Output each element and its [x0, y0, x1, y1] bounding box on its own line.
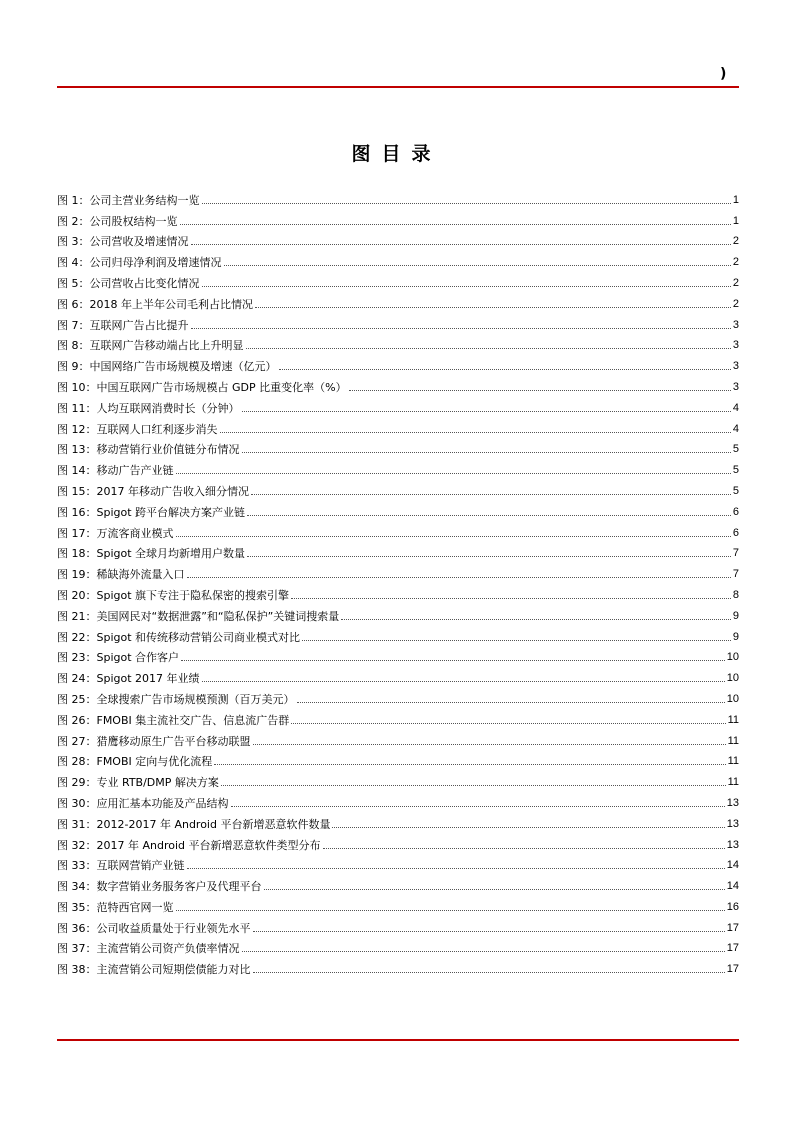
toc-entry-page: 17	[726, 942, 739, 955]
toc-entry[interactable]	[57, 477, 739, 498]
toc-entry-label: 图 3：公司营收及增速情况	[57, 235, 189, 249]
toc-entry[interactable]	[57, 706, 739, 727]
toc-entry-page: 10	[726, 672, 739, 685]
toc-dot-leader	[242, 411, 731, 412]
toc-entry-label: 图 24：Spigot 2017 年业绩	[57, 672, 200, 686]
toc-entry-page: 2	[732, 297, 739, 310]
toc-entry-label: 图 6：2018 年上半年公司毛利占比情况	[57, 297, 253, 311]
toc-entry[interactable]	[57, 935, 739, 956]
toc-entry-page: 8	[732, 588, 739, 601]
toc-dot-leader	[323, 848, 725, 849]
toc-entry[interactable]	[57, 955, 739, 976]
toc-entry[interactable]	[57, 415, 739, 436]
toc-dot-leader	[181, 660, 725, 661]
toc-entry-page: 4	[732, 401, 739, 414]
toc-entry-label: 图 11：人均互联网消费时长（分钟）	[57, 401, 240, 415]
toc-entry[interactable]	[57, 914, 739, 935]
toc-entry[interactable]	[57, 394, 739, 415]
toc-entry-page: 2	[732, 256, 739, 269]
toc-dot-leader	[202, 203, 731, 204]
toc-entry-page: 3	[732, 360, 739, 373]
toc-entry[interactable]	[57, 248, 739, 269]
header-corner-mark: )	[720, 66, 727, 82]
toc-entry[interactable]	[57, 831, 739, 852]
toc-dot-leader	[202, 681, 725, 682]
toc-dot-leader	[187, 577, 731, 578]
toc-dot-leader	[247, 515, 731, 516]
toc-entry-page: 13	[726, 838, 739, 851]
toc-entry[interactable]	[57, 810, 739, 831]
toc-entry-page: 13	[726, 817, 739, 830]
toc-entry-label: 图 38：主流营销公司短期偿债能力对比	[57, 963, 251, 977]
toc-entry-label: 图 9：中国网络广告市场规模及增速（亿元）	[57, 360, 277, 374]
toc-entry[interactable]	[57, 519, 739, 540]
toc-entry-page: 11	[727, 713, 739, 726]
toc-entry-page: 3	[732, 339, 739, 352]
toc-dot-leader	[242, 951, 725, 952]
toc-entry-label: 图 12：互联网人口红利逐步消失	[57, 422, 218, 436]
toc-entry-label: 图 10：中国互联网广告市场规模占 GDP 比重变化率（%）	[57, 380, 347, 394]
toc-dot-leader	[246, 348, 731, 349]
toc-entry[interactable]	[57, 852, 739, 873]
toc-entry[interactable]	[57, 290, 739, 311]
toc-dot-leader	[242, 452, 731, 453]
toc-dot-leader	[214, 764, 725, 765]
toc-dot-leader	[191, 244, 731, 245]
toc-dot-leader	[231, 806, 725, 807]
toc-dot-leader	[264, 889, 725, 890]
toc-entry[interactable]	[57, 623, 739, 644]
toc-entry[interactable]	[57, 560, 739, 581]
toc-entry[interactable]	[57, 332, 739, 353]
toc-entry[interactable]	[57, 581, 739, 602]
toc-entry[interactable]	[57, 540, 739, 561]
toc-entry-label: 图 32：2017 年 Android 平台新增恶意软件类型分布	[57, 838, 321, 852]
toc-entry-page: 1	[732, 193, 739, 206]
toc-entry-label: 图 20：Spigot 旗下专注于隐私保密的搜索引擎	[57, 588, 290, 602]
toc-dot-leader	[302, 640, 731, 641]
toc-dot-leader	[341, 619, 731, 620]
toc-entry[interactable]	[57, 893, 739, 914]
toc-entry-page: 6	[732, 526, 739, 539]
toc-entry-label: 图 36：公司收益质量处于行业领先水平	[57, 921, 251, 935]
toc-entry-label: 图 27：猎鹰移动原生广告平台移动联盟	[57, 734, 251, 748]
toc-entry-page: 13	[726, 796, 739, 809]
toc-entry[interactable]	[57, 186, 739, 207]
toc-entry[interactable]	[57, 872, 739, 893]
toc-entry-label: 图 2：公司股权结构一览	[57, 214, 178, 228]
toc-entry[interactable]	[57, 644, 739, 665]
toc-entry-label: 图 28：FMOBI 定向与优化流程	[57, 755, 213, 769]
toc-entry-label: 图 4：公司归母净利润及增速情况	[57, 256, 222, 270]
toc-entry[interactable]	[57, 498, 739, 519]
toc-entry-page: 5	[732, 443, 739, 456]
toc-entry-label: 图 31：2012-2017 年 Android 平台新增恶意软件数量	[57, 817, 331, 831]
toc-entry[interactable]	[57, 207, 739, 228]
toc-entry[interactable]	[57, 602, 739, 623]
toc-entry-page: 11	[727, 734, 739, 747]
toc-entry-page: 2	[732, 235, 739, 248]
toc-entry-label: 图 35：范特西官网一览	[57, 900, 174, 914]
toc-dot-leader	[291, 723, 725, 724]
toc-entry-page: 16	[726, 900, 739, 913]
toc-entry-page: 17	[726, 921, 739, 934]
toc-dot-leader	[187, 868, 725, 869]
toc-entry[interactable]	[57, 768, 739, 789]
toc-entry-label: 图 19：稀缺海外流量入口	[57, 568, 185, 582]
toc-entry-page: 5	[732, 484, 739, 497]
toc-entry-label: 图 25：全球搜索广告市场规模预测（百万美元）	[57, 692, 295, 706]
toc-dot-leader	[176, 473, 731, 474]
toc-entry-page: 7	[732, 547, 739, 560]
toc-entry[interactable]	[57, 311, 739, 332]
toc-entry[interactable]	[57, 748, 739, 769]
toc-entry-label: 图 1：公司主营业务结构一览	[57, 193, 200, 207]
toc-entry-page: 7	[732, 568, 739, 581]
toc-entry-label: 图 13：移动营销行业价值链分布情况	[57, 443, 240, 457]
footer-rule	[57, 1039, 739, 1041]
toc-dot-leader	[279, 369, 731, 370]
toc-dot-leader	[297, 702, 725, 703]
toc-dot-leader	[220, 432, 731, 433]
toc-dot-leader	[253, 744, 726, 745]
toc-entry-page: 2	[732, 276, 739, 289]
toc-list	[57, 186, 739, 976]
toc-dot-leader	[191, 328, 731, 329]
toc-entry-page: 9	[732, 609, 739, 622]
toc-dot-leader	[251, 494, 731, 495]
toc-entry-page: 3	[732, 380, 739, 393]
toc-dot-leader	[253, 972, 725, 973]
toc-entry-label: 图 16：Spigot 跨平台解决方案产业链	[57, 505, 246, 519]
toc-entry-page: 11	[727, 755, 739, 768]
toc-entry-page: 3	[732, 318, 739, 331]
toc-entry-label: 图 8：互联网广告移动端占比上升明显	[57, 339, 244, 353]
toc-entry-page: 5	[732, 464, 739, 477]
toc-entry[interactable]	[57, 727, 739, 748]
toc-entry-label: 图 21：美国网民对“数据泄露”和“隐私保护”关键词搜索量	[57, 609, 340, 623]
page-title: 图目录	[351, 143, 442, 165]
toc-entry-label: 图 5：公司营收占比变化情况	[57, 276, 200, 290]
toc-dot-leader	[255, 307, 731, 308]
toc-entry-label: 图 17：万流客商业模式	[57, 526, 174, 540]
toc-dot-leader	[247, 556, 731, 557]
toc-entry[interactable]	[57, 269, 739, 290]
toc-entry[interactable]	[57, 436, 739, 457]
toc-dot-leader	[224, 265, 731, 266]
toc-entry[interactable]	[57, 228, 739, 249]
toc-dot-leader	[291, 598, 731, 599]
toc-dot-leader	[176, 910, 725, 911]
header-rule	[57, 86, 739, 88]
toc-entry-label: 图 22：Spigot 和传统移动营销公司商业模式对比	[57, 630, 301, 644]
toc-entry-page: 1	[732, 214, 739, 227]
toc-entry-label: 图 37：主流营销公司资产负债率情况	[57, 942, 240, 956]
toc-entry-page: 14	[726, 859, 739, 872]
toc-entry[interactable]	[57, 456, 739, 477]
toc-entry-label: 图 14：移动广告产业链	[57, 464, 174, 478]
toc-dot-leader	[349, 390, 731, 391]
toc-dot-leader	[180, 224, 731, 225]
toc-entry-label: 图 7：互联网广告占比提升	[57, 318, 189, 332]
toc-entry-page: 10	[726, 651, 739, 664]
toc-entry-label: 图 18：Spigot 全球月均新增用户数量	[57, 547, 246, 561]
toc-entry-label: 图 30：应用汇基本功能及产品结构	[57, 796, 229, 810]
toc-entry-page: 9	[732, 630, 739, 643]
toc-entry-label: 图 34：数字营销业务服务客户及代理平台	[57, 880, 262, 894]
toc-entry[interactable]	[57, 352, 739, 373]
toc-entry-page: 14	[726, 880, 739, 893]
toc-entry-label: 图 15：2017 年移动广告收入细分情况	[57, 484, 249, 498]
toc-dot-leader	[202, 286, 731, 287]
toc-entry[interactable]	[57, 789, 739, 810]
toc-dot-leader	[221, 785, 726, 786]
toc-entry[interactable]	[57, 373, 739, 394]
toc-entry[interactable]	[57, 664, 739, 685]
toc-entry-label: 图 33：互联网营销产业链	[57, 859, 185, 873]
toc-dot-leader	[253, 931, 725, 932]
toc-dot-leader	[176, 536, 731, 537]
toc-entry-page: 11	[727, 776, 739, 789]
toc-entry-page: 17	[726, 963, 739, 976]
toc-entry-label: 图 23：Spigot 合作客户	[57, 651, 180, 665]
toc-entry-page: 4	[732, 422, 739, 435]
toc-entry-page: 6	[732, 505, 739, 518]
toc-entry-label: 图 26：FMOBI 集主流社交广告、信息流广告群	[57, 713, 290, 727]
toc-entry-page: 10	[726, 692, 739, 705]
toc-entry[interactable]	[57, 685, 739, 706]
toc-dot-leader	[332, 827, 724, 828]
toc-entry-label: 图 29：专业 RTB/DMP 解决方案	[57, 776, 219, 790]
